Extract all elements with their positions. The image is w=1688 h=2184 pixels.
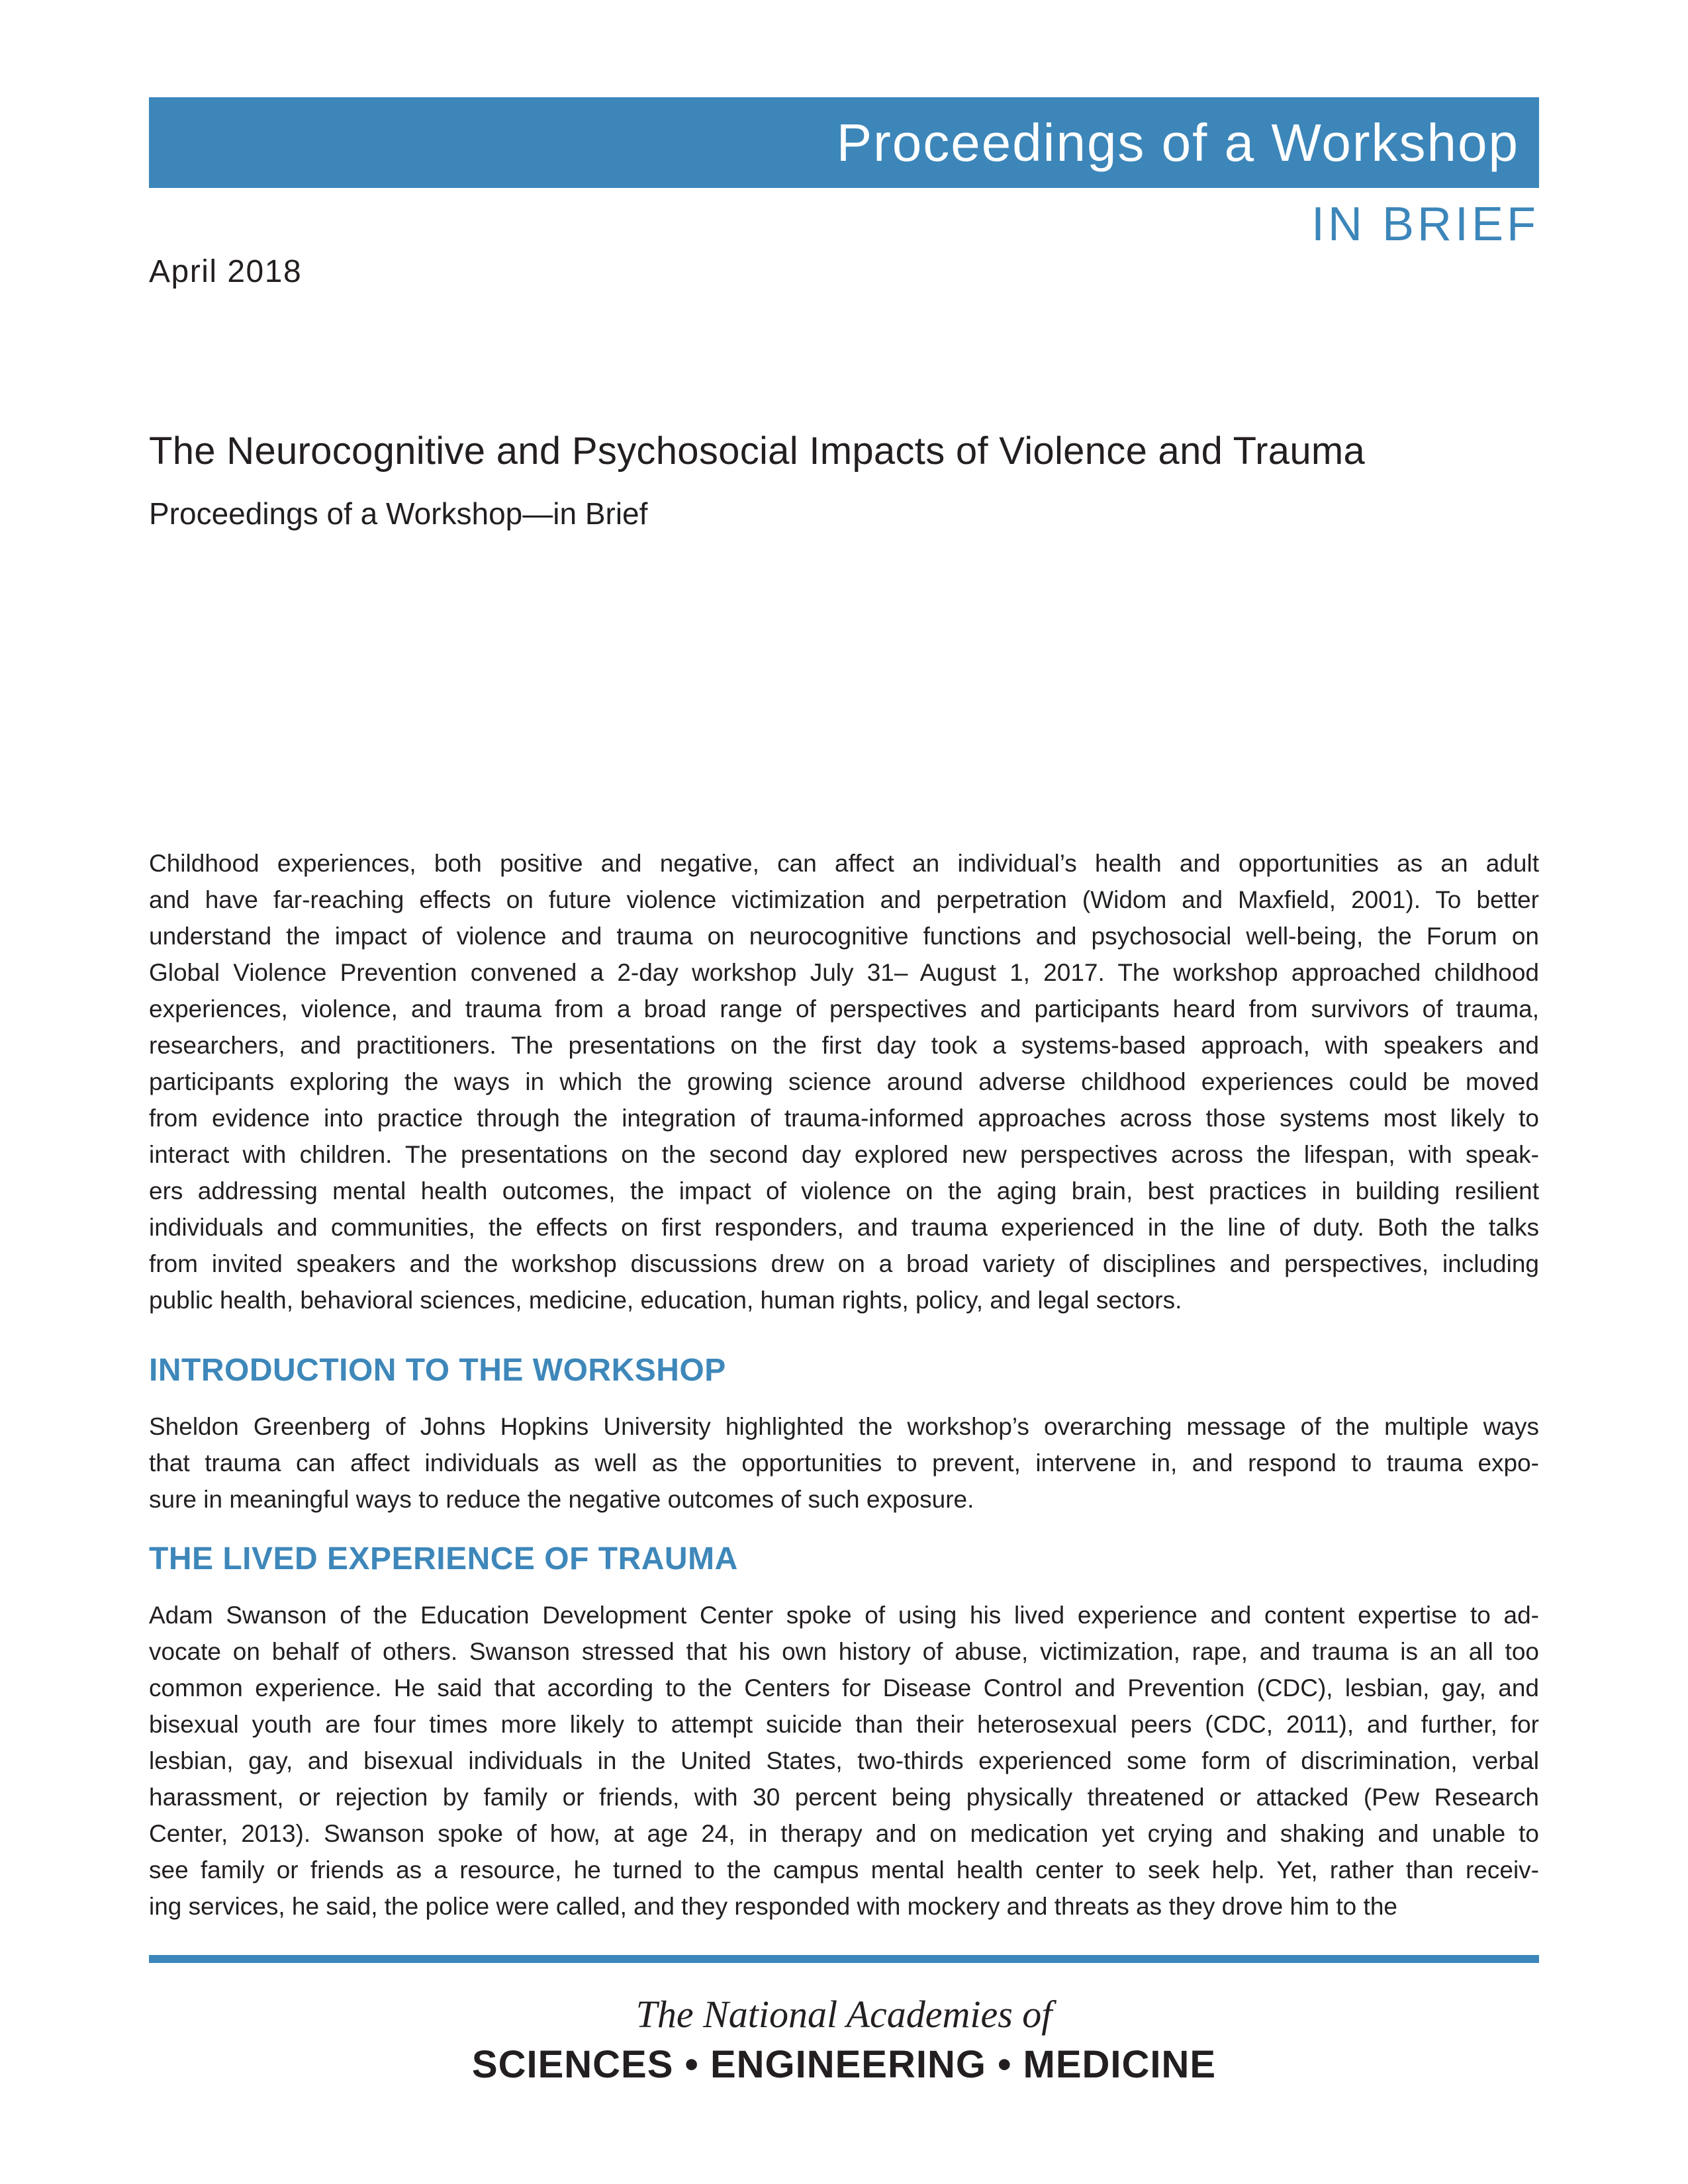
text-line: common experience. He said that according to the Centers for Disease Control and Prevention (CDC), lesbian, gay, and bbox=[149, 1674, 1539, 1702]
text-line: Global Violence Prevention convened a 2-day workshop July 31– August 1, 2017. The workshop approached childhood bbox=[149, 959, 1539, 986]
banner-title: Proceedings of a Workshop bbox=[836, 113, 1519, 172]
banner-subtitle: IN BRIEF bbox=[1311, 198, 1539, 251]
text-line: Sheldon Greenberg of Johns Hopkins University highlighted the workshop’s overarching message of the multiple ways bbox=[149, 1413, 1539, 1440]
text-line: understand the impact of violence and trauma on neurocognitive functions and psychosocial well-being, the Forum on bbox=[149, 923, 1539, 950]
text-line: harassment, or rejection by family or friends, with 30 percent being physically threatened or attacked (Pew Research bbox=[149, 1784, 1539, 1811]
national-academies-wordmark: The National Academies of bbox=[635, 1993, 1053, 2036]
text-line: ers addressing mental health outcomes, the impact of violence on the aging brain, best practices in building resilient bbox=[149, 1177, 1539, 1205]
text-line: researchers, and practitioners. The presentations on the first day took a systems-based approach, with speakers and bbox=[149, 1032, 1539, 1059]
footer-divider-rule bbox=[149, 1955, 1539, 1963]
section-paragraph-introduction bbox=[149, 1408, 1539, 1518]
text-line: sure in meaningful ways to reduce the negative outcomes of such exposure. bbox=[149, 1486, 974, 1513]
text-line: participants exploring the ways in which the growing science around adverse childhood experiences could be moved bbox=[149, 1068, 1539, 1095]
header-banner bbox=[149, 97, 1539, 188]
text-line: Adam Swanson of the Education Development Center spoke of using his lived experience and content expertise to ad- bbox=[149, 1602, 1539, 1629]
text-line: public health, behavioral sciences, medicine, education, human rights, policy, and legal sectors. bbox=[149, 1287, 1182, 1314]
section-heading-lived-experience: THE LIVED EXPERIENCE OF TRAUMA bbox=[149, 1541, 738, 1576]
text-line: Center, 2013). Swanson spoke of how, at age 24, in therapy and on medication yet crying and shaking and unable to bbox=[149, 1820, 1539, 1847]
section-heading-introduction: INTRODUCTION TO THE WORKSHOP bbox=[149, 1353, 726, 1388]
text-line: from invited speakers and the workshop discussions drew on a broad variety of disciplines and perspectives, including bbox=[149, 1250, 1539, 1277]
title-block bbox=[149, 429, 1539, 531]
text-line: from evidence into practice through the integration of trauma-informed approaches across those systems most likely to bbox=[149, 1105, 1539, 1132]
sciences-engineering-medicine-wordmark: SCIENCES • ENGINEERING • MEDICINE bbox=[471, 2043, 1217, 2086]
text-line: experiences, violence, and trauma from a broad range of perspectives and participants heard from survivors of trauma, bbox=[149, 995, 1539, 1023]
text-line: Childhood experiences, both positive and negative, can affect an individual’s health and opportunities as an adult bbox=[149, 850, 1539, 877]
text-line: individuals and communities, the effects on first responders, and trauma experienced in the line of duty. Both the talks bbox=[149, 1214, 1539, 1241]
text-line: that trauma can affect individuals as well as the opportunities to prevent, intervene in, and respond to trauma expo- bbox=[149, 1449, 1539, 1477]
text-line: bisexual youth are four times more likely to attempt suicide than their heterosexual peers (CDC, 2011), and further, for bbox=[149, 1711, 1539, 1738]
text-line: ing services, he said, the police were called, and they responded with mockery and threats as they drove him to the bbox=[149, 1893, 1397, 1920]
text-line: see family or friends as a resource, he turned to the campus mental health center to seek help. Yet, rather than receiv- bbox=[149, 1856, 1539, 1884]
footer-logo bbox=[0, 1991, 1688, 2091]
document-title: The Neurocognitive and Psychosocial Impacts of Violence and Trauma bbox=[149, 430, 1366, 473]
text-line: interact with children. The presentations on the second day explored new perspectives across the lifespan, with speak- bbox=[149, 1141, 1539, 1168]
text-line: and have far-reaching effects on future violence victimization and perpetration (Widom and Maxfield, 2001). To better bbox=[149, 886, 1539, 913]
intro-paragraph bbox=[149, 845, 1539, 1318]
text-line: vocate on behalf of others. Swanson stressed that his own history of abuse, victimization, rape, and trauma is an all too bbox=[149, 1638, 1539, 1665]
text-line: lesbian, gay, and bisexual individuals in the United States, two-thirds experienced some form of discrimination, verbal bbox=[149, 1747, 1539, 1774]
document-subtitle: Proceedings of a Workshop—in Brief bbox=[149, 496, 648, 531]
publication-date: April 2018 bbox=[149, 254, 303, 289]
section-paragraph-lived-experience bbox=[149, 1597, 1539, 1925]
